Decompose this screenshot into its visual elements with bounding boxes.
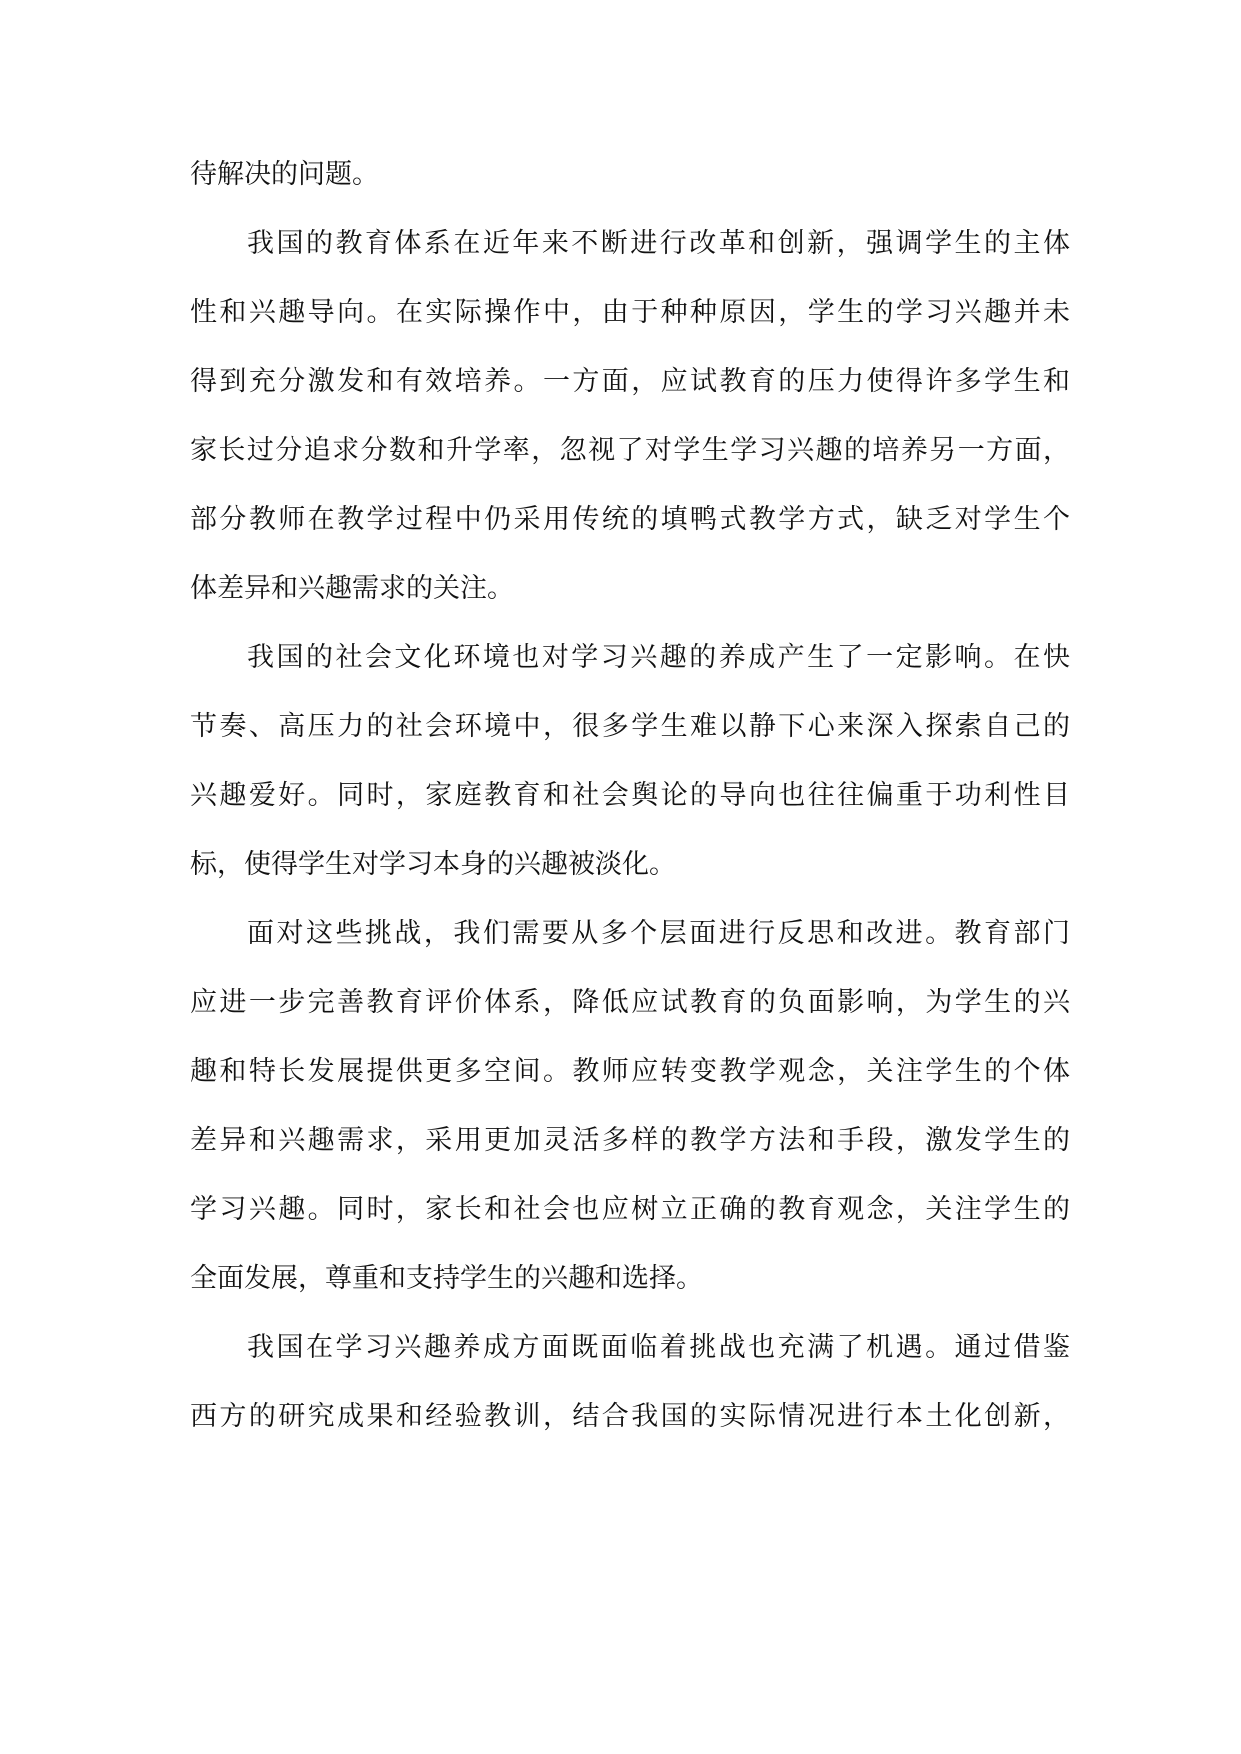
paragraph-line: 性和兴趣导向。在实际操作中，由于种种原因，学生的学习兴趣并未 — [190, 297, 1070, 328]
paragraph-line: 趣和特长发展提供更多空间。教师应转变教学观念，关注学生的个体 — [190, 1056, 1070, 1087]
paragraph-line: 应进一步完善教育评价体系，降低应试教育的负面影响，为学生的兴 — [190, 987, 1070, 1018]
paragraph-line: 兴趣爱好。同时，家庭教育和社会舆论的导向也往往偏重于功利性目 — [190, 780, 1070, 811]
paragraph-line: 待解决的问题。 — [190, 159, 379, 190]
body-text — [190, 140, 1070, 1451]
paragraph-line: 节奏、高压力的社会环境中，很多学生难以静下心来深入探索自己的 — [190, 711, 1070, 742]
paragraph-line: 部分教师在教学过程中仍采用传统的填鸭式教学方式，缺乏对学生个 — [190, 504, 1070, 535]
paragraph-line: 标，使得学生对学习本身的兴趣被淡化。 — [190, 849, 676, 880]
paragraph-line: 西方的研究成果和经验教训，结合我国的实际情况进行本土化创新， — [190, 1401, 1070, 1432]
paragraph-line: 差异和兴趣需求，采用更加灵活多样的教学方法和手段，激发学生的 — [190, 1125, 1070, 1156]
paragraph-line: 全面发展，尊重和支持学生的兴趣和选择。 — [190, 1263, 703, 1294]
paragraph-line: 我国的教育体系在近年来不断进行改革和创新，强调学生的主体 — [247, 228, 1070, 259]
paragraph-line: 我国在学习兴趣养成方面既面临着挑战也充满了机遇。通过借鉴 — [247, 1332, 1070, 1363]
paragraph-line: 家长过分追求分数和升学率，忽视了对学生学习兴趣的培养另一方面， — [190, 435, 1070, 466]
paragraph-line: 我国的社会文化环境也对学习兴趣的养成产生了一定影响。在快 — [247, 642, 1070, 673]
paragraph-line: 面对这些挑战，我们需要从多个层面进行反思和改进。教育部门 — [247, 918, 1070, 949]
paragraph-line: 体差异和兴趣需求的关注。 — [190, 573, 514, 604]
paragraph-line: 得到充分激发和有效培养。一方面，应试教育的压力使得许多学生和 — [190, 366, 1070, 397]
paragraph-line: 学习兴趣。同时，家长和社会也应树立正确的教育观念，关注学生的 — [190, 1194, 1070, 1225]
